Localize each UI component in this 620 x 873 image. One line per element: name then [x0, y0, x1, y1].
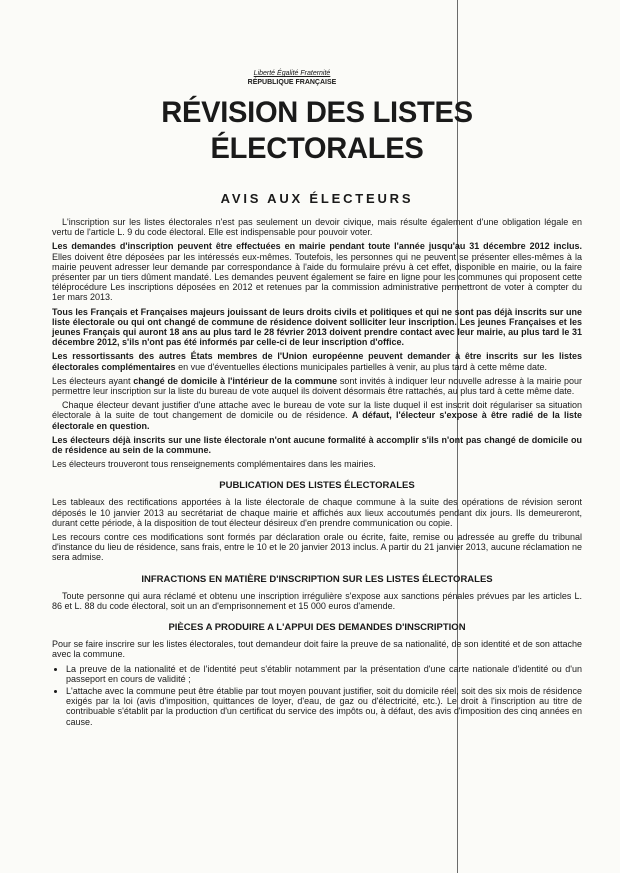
- page-subtitle: AVIS AUX ÉLECTEURS: [220, 191, 414, 206]
- paragraph-documents-intro: Pour se faire inscrire sur les listes électorales, tout demandeur doit faire la preuve de sa nationalité, de son identité et de son attache avec la commune.: [52, 639, 582, 660]
- list-item: • L'attache avec la commune peut être établie par tout moyen pouvant justifier, soit du domicile réel, soit des six mois de résidence exigés par la loi (avis d'imposition, quittances de loyer, d'eau, de gaz ou d'électricité, etc.). Le droit à l'inscription au titre de contribuable s'établit par la production d'un certificat du service des impôts ou, à défaut, des avis d'imposition des cinq années en cause.: [66, 686, 582, 727]
- address-rest: sont invités à indiquer leur nouvelle adresse à la mairie pour permettre leur inscription sur la liste du bureau de vote auquel ils doivent désormais être rattachés, au plus tard à cette même date.: [52, 375, 582, 397]
- list-item: • La preuve de la nationalité et de l'identité peut s'établir notamment par la présentation d'une carte nationale d'identité ou d'un passeport en cours de validité ;: [66, 664, 582, 684]
- paragraph-eu-citizens: [52, 351, 582, 371]
- address-bold: changé de domicile à l'intérieur de la commune: [133, 375, 338, 386]
- attachment-bold: A défaut, l'électeur s'expose à être radié de la liste électorale en question.: [52, 410, 582, 431]
- notice-page: [52, 70, 582, 730]
- documents-list: [52, 664, 582, 727]
- paragraph-eligibility: [52, 307, 582, 348]
- deadline-rest: Elles doivent être déposées par les intéressés eux-mêmes. Toutefois, les personnes qui ne peuvent se présenter elles-mêmes à la mairie peuvent adresser leur demande par correspondance à l'aide du formulaire prévu à cet effet, disponible en mairie, ou la faire présenter par un tiers dûment mandaté. Les demandes peuvent également se faire en ligne pour les communes qui proposent cette téléprocédure Les inscriptions déposées en 2012 et retenues par la commission administrative permettront de voter à compter du 1er mars 2013.: [52, 251, 582, 303]
- address-intro: Les électeurs ayant: [52, 375, 134, 386]
- paragraph-information: Les électeurs trouveront tous renseignements complémentaires dans les mairies.: [52, 459, 376, 470]
- paragraph-already-registered: [52, 435, 582, 455]
- paragraph-attachment: [52, 400, 582, 431]
- eligibility-bold: Tous les Français et Françaises majeurs jouissant de leurs droits civils et politiques et qui ne sont pas déjà inscrits sur une liste électorale ou qui ont changé de commune de résidence doivent solliciter leur inscription. Les jeunes Françaises et les jeunes Français qui auront 18 ans au plus tard le 28 février 2013 doivent prendre contact avec leur mairie, au plus tard le 31 décembre 2012, s'ils n'ont pas été informés par celle-ci de leur inscription d'office.: [52, 306, 582, 348]
- paragraph-change-address: [52, 376, 582, 396]
- paragraph-sanctions: Toute personne qui aura réclamé et obtenu une inscription irrégulière s'expose aux sanctions pénales prévues par les articles L. 86 et L. 88 du code électoral, soit un an d'emprisonnement et 15 000 euros d'amende.: [52, 590, 582, 611]
- republic-motto: Liberté Égalité Fraternité: [253, 70, 331, 77]
- republic-name: RÉPUBLIQUE FRANÇAISE: [247, 79, 337, 86]
- attachment-text: Chaque électeur devant justifier d'une attache avec le bureau de vote sur la liste duquel il est inscrit doit régulariser sa situation électorale à la suite de tout changement de domicile ou de résidence.: [52, 400, 582, 421]
- eu-bold: Les ressortissants des autres États membres de l'Union européenne peuvent demander à être inscrits sur les listes électorales complémentaires: [52, 351, 582, 372]
- paragraph-obligation: L'inscription sur les listes électorales n'est pas seulement un devoir civique, mais résulte également d'une obligation légale en vertu de l'article L. 9 du code électoral. Elle est indispensable pour pouvoir voter.: [52, 217, 582, 238]
- eu-rest: en vue d'éventuelles élections municipales partielles à venir, au plus tard à cette même date.: [175, 361, 547, 372]
- page-title: RÉVISION DES LISTES ÉLECTORALES: [161, 96, 473, 165]
- heading-documents: PIÈCES A PRODUIRE A L'APPUI DES DEMANDES D'INSCRIPTION: [168, 622, 466, 634]
- deadline-bold: Les demandes d'inscription peuvent être effectuées en mairie pendant toute l'année jusqu'au 31 décembre 2012 inclus.: [52, 241, 582, 252]
- registered-bold: Les électeurs déjà inscrits sur une liste électorale n'ont aucune formalité à accomplir s'ils n'ont pas changé de domicile ou de résidence au sein de la commune.: [52, 434, 582, 456]
- paragraph-deadline: [52, 241, 582, 302]
- heading-publication: PUBLICATION DES LISTES ÉLECTORALES: [219, 480, 415, 492]
- paragraph-appeals: Les recours contre ces modifications sont formés par déclaration orale ou écrite, faite, remise ou adressée au greffe du tribunal d'instance du lieu de résidence, sans frais, entre le 10 et le 20 janvier 2013 inclus. A partir du 21 janvier 2013, aucune réclamation ne sera admise.: [52, 532, 582, 563]
- paragraph-publication: Les tableaux des rectifications apportées à la liste électorale de chaque commune à la suite des opérations de révision seront déposés le 10 janvier 2013 au secrétariat de chaque mairie et affichés aux lieux accoutumés pendant dix jours. Ils demeureront, durant cette période, à la disposition de tout électeur désireux d'en prendre communication ou copie.: [52, 497, 582, 528]
- heading-infractions: INFRACTIONS EN MATIÈRE D'INSCRIPTION SUR LES LISTES ÉLECTORALES: [141, 573, 493, 585]
